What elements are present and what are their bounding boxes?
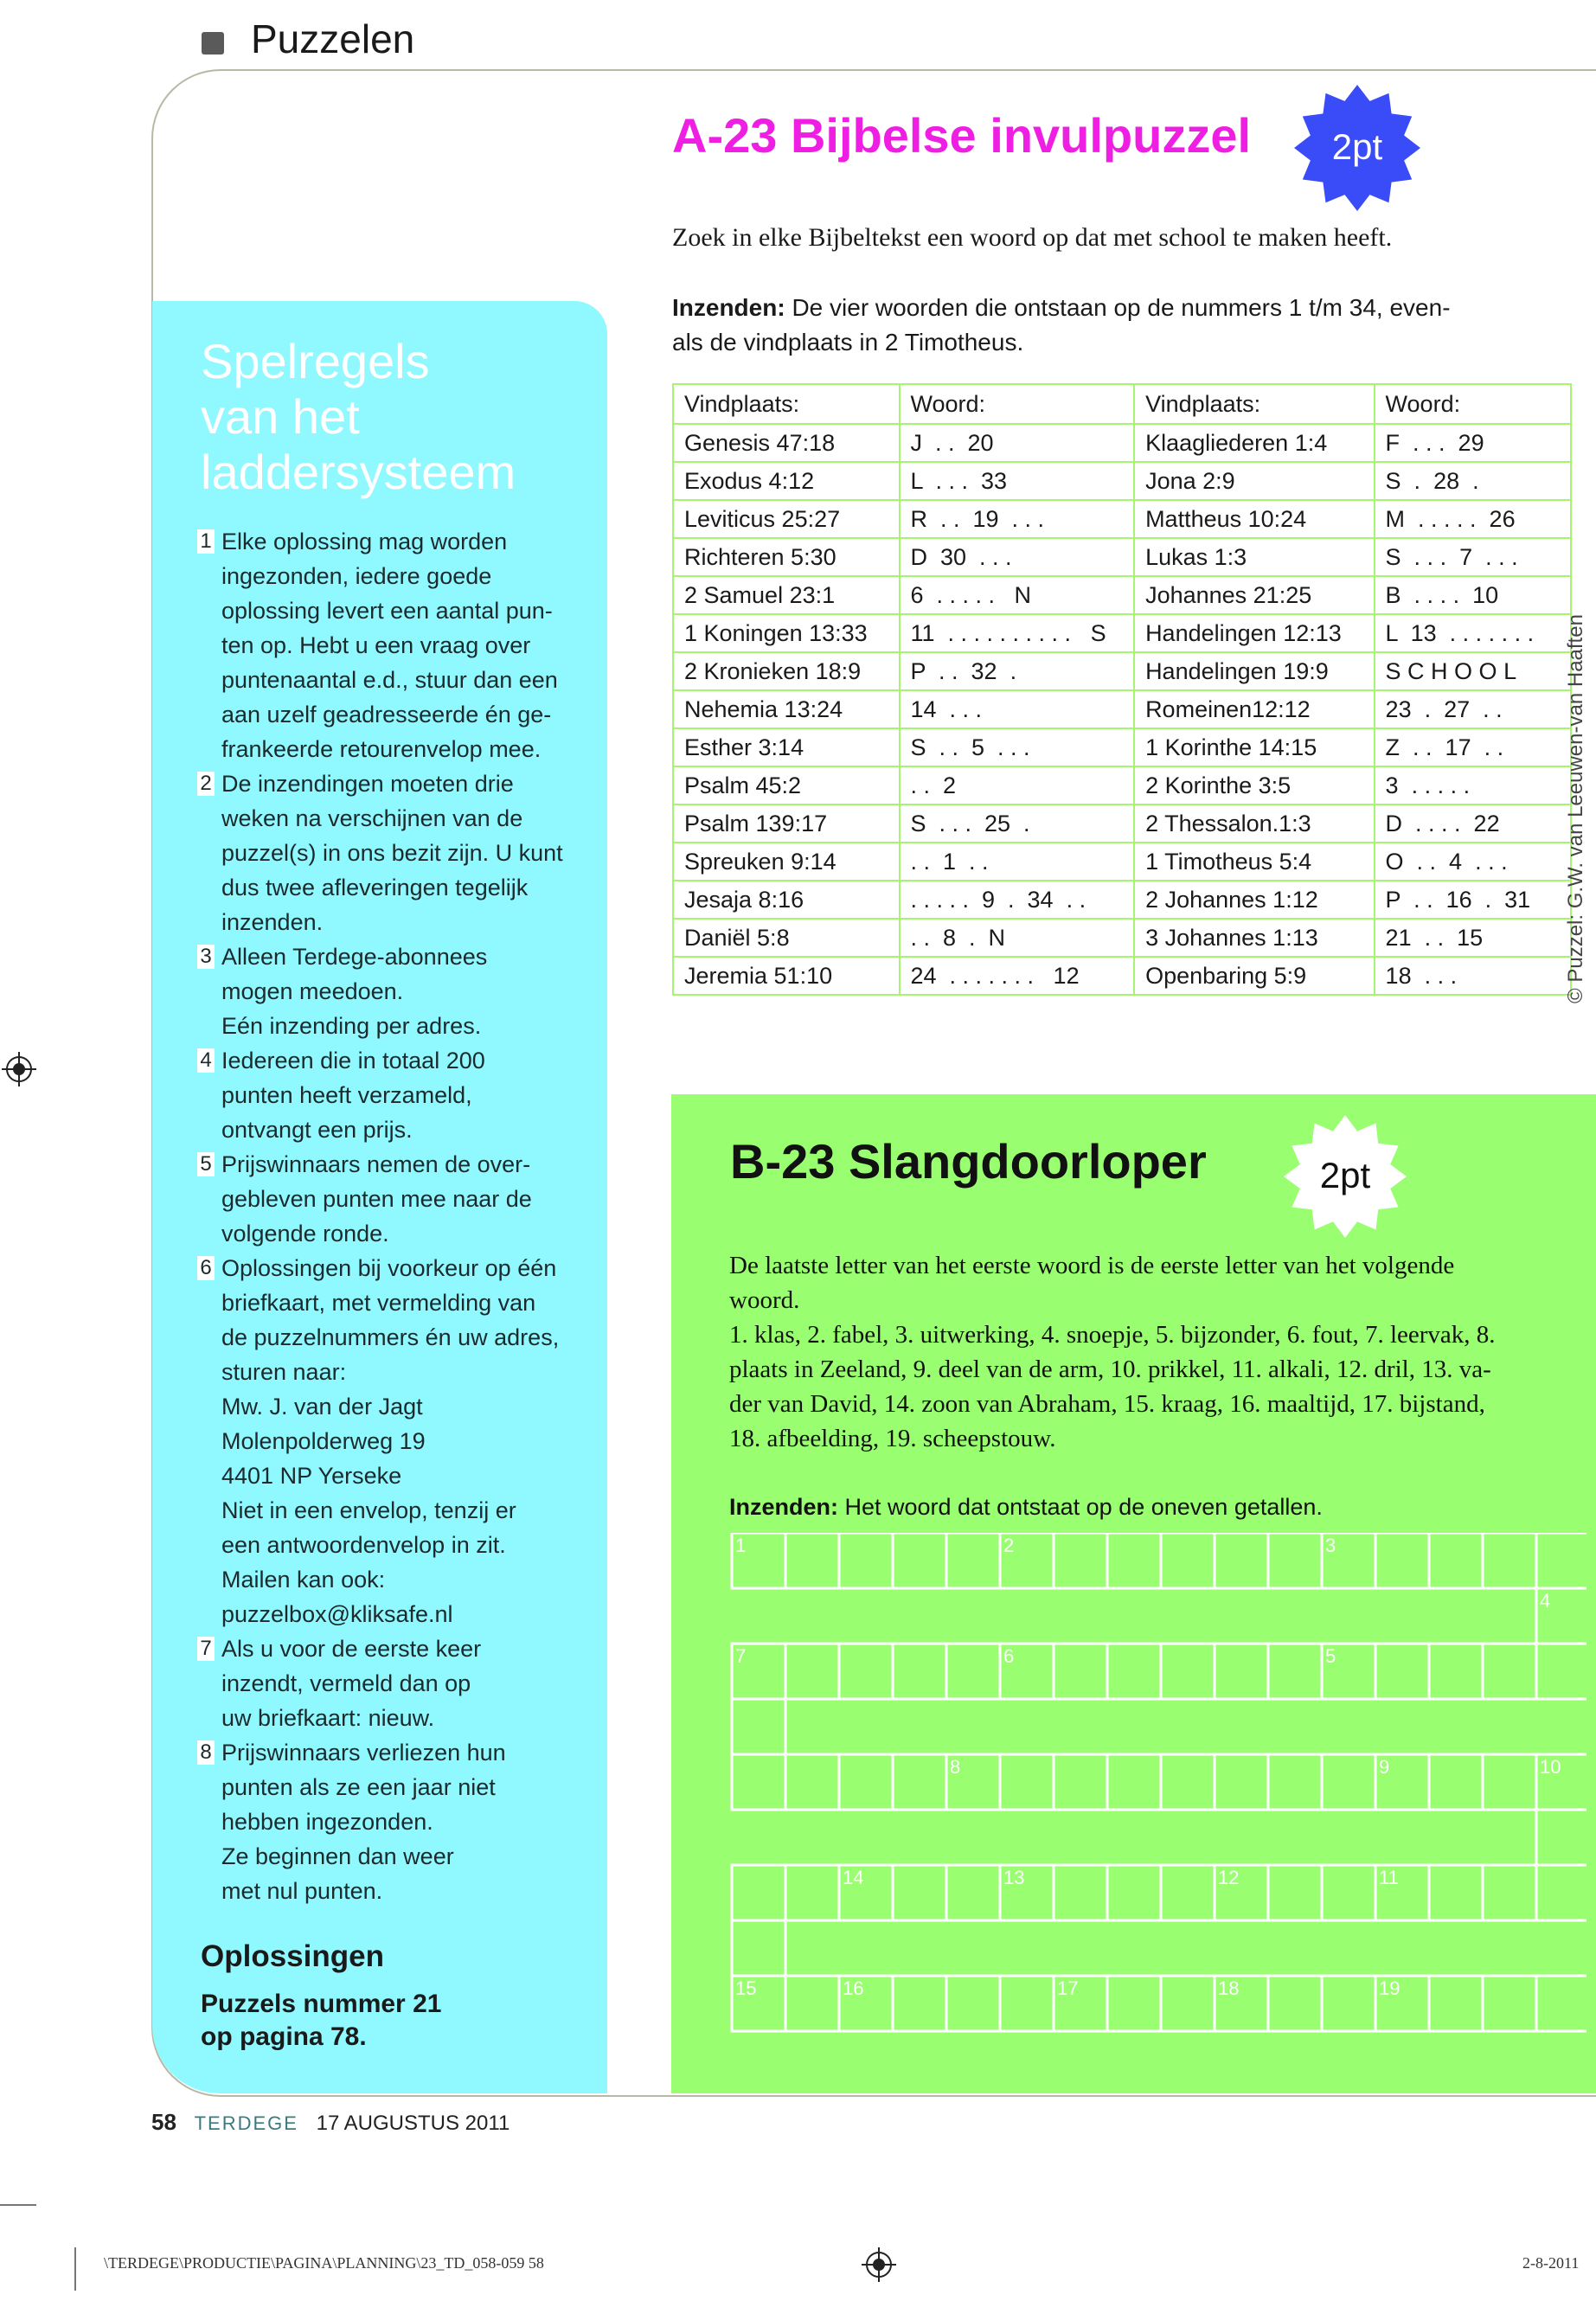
word-pattern-cell: . . 1 . . <box>900 843 1135 881</box>
section-title: Puzzelen <box>251 16 415 61</box>
description-line: plaats in Zeeland, 9. deel van de arm, 10. prikkel, 11. alkali, 12. dril, 13. va- <box>729 1356 1491 1383</box>
verse-reference-cell: Jesaja 8:16 <box>673 881 900 919</box>
description-line: 1. klas, 2. fabel, 3. uitwerking, 4. snoepje, 5. bijzonder, 6. fout, 7. leervak, 8. <box>729 1321 1496 1349</box>
rule-item <box>197 524 586 766</box>
grid-cell[interactable] <box>893 1754 946 1810</box>
grid-cell[interactable] <box>946 1533 1000 1588</box>
grid-cell[interactable] <box>785 1865 839 1920</box>
grid-cell[interactable] <box>1322 1865 1375 1920</box>
word-pattern-cell: L 13 . . . . . . . <box>1375 614 1571 652</box>
verse-reference-cell: Esther 3:14 <box>673 728 900 766</box>
rule-number: 5 <box>197 1152 215 1176</box>
send-text: Het woord dat ontstaat op de oneven getallen. <box>838 1494 1323 1520</box>
send-label: Inzenden: <box>672 294 785 321</box>
description-line: woord. <box>729 1286 800 1314</box>
section-marker <box>202 32 224 54</box>
verse-reference-cell: Richteren 5:30 <box>673 538 900 576</box>
column-header: Woord: <box>900 384 1135 424</box>
verse-reference-cell: Genesis 47:18 <box>673 424 900 462</box>
sidebar-title <box>201 334 581 500</box>
rule-text-line: Prijswinnaars verliezen hun <box>221 1740 506 1766</box>
grid-number: 8 <box>950 1756 961 1778</box>
rule-text-line: Als u voor de eerste keer <box>221 1636 482 1662</box>
grid-cell[interactable] <box>1483 1976 1536 2031</box>
grid-cell[interactable] <box>946 1644 1000 1699</box>
grid-cell[interactable] <box>1107 1754 1161 1810</box>
table-header-row <box>673 384 1571 424</box>
puzzle-b-title: B-23 Slangdoorloper <box>730 1134 1207 1189</box>
column-header: Vindplaats: <box>673 384 900 424</box>
grid-cell[interactable] <box>732 1920 785 1976</box>
grid-cell[interactable] <box>1429 1644 1483 1699</box>
column-header: Vindplaats: <box>1134 384 1374 424</box>
rule-text-line: oplossing levert een aantal pun- <box>221 598 553 624</box>
grid-cell[interactable] <box>1161 1865 1215 1920</box>
verse-reference-cell: Romeinen12:12 <box>1134 690 1374 728</box>
table-row <box>673 766 1571 804</box>
rule-text-line: gebleven punten mee naar de <box>221 1186 532 1212</box>
grid-cell[interactable] <box>1429 1976 1483 2031</box>
grid-number: 16 <box>843 1977 864 1999</box>
word-pattern-cell: J . . 20 <box>900 424 1135 462</box>
table-row <box>673 690 1571 728</box>
description-line: De laatste letter van het eerste woord is de eerste letter van het volgende <box>729 1252 1455 1279</box>
grid-cell[interactable] <box>946 1865 1000 1920</box>
rule-text-line: puntenaantal e.d., stuur dan een <box>221 667 558 693</box>
grid-cell[interactable] <box>732 1754 785 1810</box>
rule-text-line: weken na verschijnen van de <box>221 805 523 831</box>
rule-text-line: briefkaart, met vermelding van <box>221 1290 536 1316</box>
rule-text-line: hebben ingezonden. <box>221 1809 433 1835</box>
solutions-text <box>201 1988 441 2054</box>
verse-reference-cell: Openbaring 5:9 <box>1134 957 1374 995</box>
grid-cell[interactable] <box>1161 1533 1215 1588</box>
rule-item <box>197 1147 586 1251</box>
table-row <box>673 881 1571 919</box>
rule-text-line: ten op. Hebt u een vraag over <box>221 632 531 658</box>
grid-number: 18 <box>1218 1977 1240 1999</box>
solutions-line: op pagina 78. <box>201 2022 367 2051</box>
print-slug-date: 2-8-2011 <box>1522 2254 1580 2272</box>
grid-cell[interactable] <box>1483 1644 1536 1699</box>
rule-text-line: Mw. J. van der Jagt <box>221 1394 423 1420</box>
word-pattern-cell: L . . . 33 <box>900 462 1135 500</box>
rule-text-line: met nul punten. <box>221 1878 383 1904</box>
rule-text-line: puzzel(s) in ons bezit zijn. U kunt <box>221 840 563 866</box>
divider <box>0 2204 36 2206</box>
word-pattern-cell: 23 . 27 . . <box>1375 690 1571 728</box>
grid-number: 7 <box>735 1645 747 1667</box>
verse-reference-cell: 1 Timotheus 5:4 <box>1134 843 1374 881</box>
rule-number: 3 <box>197 945 215 969</box>
word-pattern-cell: F . . . 29 <box>1375 424 1571 462</box>
grid-cell[interactable] <box>839 1644 893 1699</box>
send-text: De vier woorden die ontstaan op de nummers 1 t/m 34, even- <box>785 294 1451 321</box>
grid-cell[interactable] <box>1161 1754 1215 1810</box>
rule-text-line: Prijswinnaars nemen de over- <box>221 1151 531 1177</box>
puzzle-b-send-instructions <box>729 1494 1323 1521</box>
word-pattern-cell: Z . . 17 . . <box>1375 728 1571 766</box>
solutions-line: Puzzels nummer 21 <box>201 1990 442 2018</box>
grid-number: 14 <box>843 1867 864 1888</box>
rule-text-line: Molenpolderweg 19 <box>221 1428 426 1454</box>
verse-reference-cell: Handelingen 12:13 <box>1134 614 1374 652</box>
word-pattern-cell: P . . 32 . <box>900 652 1135 690</box>
rule-text-line: ingezonden, iedere goede <box>221 563 492 589</box>
grid-cell[interactable] <box>1161 1644 1215 1699</box>
grid-cell[interactable] <box>732 1699 785 1754</box>
word-pattern-cell: B . . . . 10 <box>1375 576 1571 614</box>
table-row <box>673 919 1571 957</box>
rule-text-line: puzzelbox@kliksafe.nl <box>221 1601 453 1627</box>
rule-text-line: punten heeft verzameld, <box>221 1082 472 1108</box>
word-pattern-cell: . . 2 <box>900 766 1135 804</box>
grid-cell[interactable] <box>1483 1754 1536 1810</box>
grid-cell[interactable] <box>1536 1976 1586 2031</box>
grid-cell[interactable] <box>1268 1754 1322 1810</box>
grid-number: 6 <box>1003 1645 1015 1667</box>
rule-text-line: Niet in een envelop, tenzij er <box>221 1497 516 1523</box>
magazine-name: TERDEGE <box>194 2112 298 2134</box>
issue-date: 17 AUGUSTUS 2011 <box>316 2112 510 2135</box>
grid-cell[interactable] <box>732 1865 785 1920</box>
word-pattern-cell: D 30 . . . <box>900 538 1135 576</box>
rule-item <box>197 766 586 939</box>
description-line: der van David, 14. zoon van Abraham, 15. kraag, 16. maaltijd, 17. bijstand, <box>729 1390 1485 1418</box>
verse-reference-cell: Psalm 45:2 <box>673 766 900 804</box>
grid-cell[interactable] <box>1107 1644 1161 1699</box>
rule-text-line: Elke oplossing mag worden <box>221 529 508 554</box>
table-row <box>673 424 1571 462</box>
grid-cell[interactable] <box>893 1644 946 1699</box>
puzzle-a-badge-label: 2pt <box>1331 126 1383 167</box>
verse-reference-cell: 3 Johannes 1:13 <box>1134 919 1374 957</box>
puzzle-a-send-instructions <box>672 291 1477 360</box>
word-pattern-cell: 24 . . . . . . . 12 <box>900 957 1135 995</box>
grid-cell[interactable] <box>893 1865 946 1920</box>
grid-cell[interactable] <box>839 1533 893 1588</box>
word-pattern-cell: S C H O O L <box>1375 652 1571 690</box>
word-pattern-cell: S . 28 . <box>1375 462 1571 500</box>
rule-item <box>197 1043 586 1147</box>
puzzle-a-intro: Zoek in elke Bijbeltekst een woord op dat met school te maken heeft. <box>672 223 1393 252</box>
rule-number: 4 <box>197 1048 215 1073</box>
rule-number: 8 <box>197 1740 215 1765</box>
rule-item <box>197 939 586 1043</box>
page-footer <box>151 2109 510 2136</box>
grid-number: 15 <box>735 1977 757 1999</box>
sidebar-title-line: laddersysteem <box>201 445 516 499</box>
grid-cell[interactable] <box>1000 1754 1054 1810</box>
grid-number: 3 <box>1325 1535 1336 1556</box>
verse-reference-cell: Daniël 5:8 <box>673 919 900 957</box>
verse-reference-cell: Jeremia 51:10 <box>673 957 900 995</box>
verse-reference-cell: Lukas 1:3 <box>1134 538 1374 576</box>
grid-number: 1 <box>735 1535 747 1556</box>
bible-verse-table <box>672 383 1572 996</box>
grid-cell[interactable] <box>1054 1865 1107 1920</box>
table-row <box>673 576 1571 614</box>
puzzle-b-description <box>729 1248 1560 1456</box>
word-pattern-cell: 14 . . . <box>900 690 1135 728</box>
grid-cell[interactable] <box>1161 1976 1215 2031</box>
rule-number: 1 <box>197 529 215 554</box>
verse-reference-cell: 2 Johannes 1:12 <box>1134 881 1374 919</box>
sidebar-title-line: van het <box>201 389 360 444</box>
word-pattern-cell: S . . . 7 . . . <box>1375 538 1571 576</box>
rule-item <box>197 1251 586 1631</box>
puzzle-a-send-line: als de vindplaats in 2 Timotheus. <box>672 329 1024 356</box>
rule-text-line: Eén inzending per adres. <box>221 1013 482 1039</box>
table-row <box>673 728 1571 766</box>
grid-cell[interactable] <box>1268 1533 1322 1588</box>
table-row <box>673 462 1571 500</box>
grid-cell[interactable] <box>1000 1976 1054 2031</box>
sidebar-title-line: Spelregels <box>201 334 430 388</box>
rule-text-line: 4401 NP Yerseke <box>221 1463 402 1489</box>
rule-text-line: uw briefkaart: nieuw. <box>221 1705 435 1731</box>
rule-item <box>197 1631 586 1735</box>
grid-cell[interactable] <box>1107 1533 1161 1588</box>
grid-cell[interactable] <box>1054 1754 1107 1810</box>
rule-text-line: de puzzelnummers én uw adres, <box>221 1324 560 1350</box>
word-pattern-cell: D . . . . 22 <box>1375 804 1571 843</box>
grid-cell[interactable] <box>1536 1644 1586 1699</box>
grid-number: 2 <box>1003 1535 1015 1556</box>
rule-text-line: volgende ronde. <box>221 1221 389 1247</box>
grid-number: 17 <box>1057 1977 1079 1999</box>
grid-number: 12 <box>1218 1867 1240 1888</box>
verse-reference-cell: 2 Samuel 23:1 <box>673 576 900 614</box>
verse-reference-cell: Leviticus 25:27 <box>673 500 900 538</box>
table-row <box>673 804 1571 843</box>
word-pattern-cell: . . . . . 9 . 34 . . <box>900 881 1135 919</box>
grid-cell[interactable] <box>1054 1644 1107 1699</box>
rule-text-line: Alleen Terdege-abonnees <box>221 944 488 970</box>
rules-sidebar <box>152 301 607 2093</box>
grid-number: 13 <box>1003 1867 1025 1888</box>
word-pattern-cell: 18 . . . <box>1375 957 1571 995</box>
rule-text-line: inzenden. <box>221 909 324 935</box>
grid-cell[interactable] <box>785 1754 839 1810</box>
table-row <box>673 957 1571 995</box>
verse-reference-cell: Klaagliederen 1:4 <box>1134 424 1374 462</box>
table-row <box>673 652 1571 690</box>
puzzle-b-points-badge <box>1282 1113 1408 1240</box>
send-label: Inzenden: <box>729 1494 838 1520</box>
grid-cell[interactable] <box>785 1533 839 1588</box>
grid-number: 9 <box>1379 1756 1390 1778</box>
rule-text-line: dus twee afleveringen tegelijk <box>221 875 529 901</box>
grid-cell[interactable] <box>785 1976 839 2031</box>
word-pattern-cell: S . . . 25 . <box>900 804 1135 843</box>
rules-list <box>197 524 586 1908</box>
rule-number: 2 <box>197 772 215 796</box>
puzzle-a-send-line <box>672 291 1477 325</box>
grid-cell[interactable] <box>1536 1865 1586 1920</box>
word-pattern-cell: M . . . . . 26 <box>1375 500 1571 538</box>
grid-cell[interactable] <box>839 1754 893 1810</box>
divider <box>74 2247 76 2291</box>
grid-cell[interactable] <box>1536 1810 1586 1865</box>
verse-reference-cell: 2 Korinthe 3:5 <box>1134 766 1374 804</box>
registration-mark-icon <box>2 1052 36 1086</box>
grid-number: 5 <box>1325 1645 1336 1667</box>
verse-reference-cell: Jona 2:9 <box>1134 462 1374 500</box>
verse-reference-cell: Spreuken 9:14 <box>673 843 900 881</box>
grid-cell[interactable] <box>1215 1754 1268 1810</box>
grid-number: 10 <box>1540 1756 1561 1778</box>
word-pattern-cell: O . . 4 . . . <box>1375 843 1571 881</box>
verse-reference-cell: 2 Thessalon.1:3 <box>1134 804 1374 843</box>
grid-cell[interactable] <box>1054 1533 1107 1588</box>
puzzle-a-title: A-23 Bijbelse invulpuzzel <box>672 108 1252 163</box>
verse-reference-cell: Handelingen 19:9 <box>1134 652 1374 690</box>
grid-cell[interactable] <box>1268 1865 1322 1920</box>
column-header: Woord: <box>1375 384 1571 424</box>
table-row <box>673 843 1571 881</box>
rule-text-line: De inzendingen moeten drie <box>221 771 514 797</box>
grid-cell[interactable] <box>1429 1533 1483 1588</box>
rule-number: 6 <box>197 1256 215 1280</box>
word-pattern-cell: S . . 5 . . . <box>900 728 1135 766</box>
word-pattern-cell: 11 . . . . . . . . . . S <box>900 614 1135 652</box>
verse-reference-cell: 1 Koningen 13:33 <box>673 614 900 652</box>
grid-cell[interactable] <box>1268 1644 1322 1699</box>
rule-number: 7 <box>197 1637 215 1661</box>
verse-reference-cell: Johannes 21:25 <box>1134 576 1374 614</box>
description-line: 18. afbeelding, 19. scheepstouw. <box>729 1425 1056 1452</box>
rule-text-line: punten als ze een jaar niet <box>221 1774 496 1800</box>
word-pattern-cell: P . . 16 . 31 <box>1375 881 1571 919</box>
grid-cell[interactable] <box>1429 1865 1483 1920</box>
rule-text-line: sturen naar: <box>221 1359 347 1385</box>
verse-reference-cell: 1 Korinthe 14:15 <box>1134 728 1374 766</box>
grid-cell[interactable] <box>946 1976 1000 2031</box>
table-row <box>673 614 1571 652</box>
rule-text-line: aan uzelf geadresseerde én ge- <box>221 702 552 727</box>
grid-cell[interactable] <box>785 1644 839 1699</box>
word-pattern-cell: R . . 19 . . . <box>900 500 1135 538</box>
word-pattern-cell: . . 8 . N <box>900 919 1135 957</box>
rule-text-line: Mailen kan ook: <box>221 1567 386 1593</box>
grid-cell[interactable] <box>1375 1533 1429 1588</box>
grid-cell[interactable] <box>893 1976 946 2031</box>
snake-grid <box>730 1533 1586 2035</box>
puzzle-b-panel <box>671 1094 1596 2093</box>
rule-text-line: inzendt, vermeld dan op <box>221 1670 471 1696</box>
grid-cell[interactable] <box>1429 1754 1483 1810</box>
rule-text-line: mogen meedoen. <box>221 978 404 1004</box>
grid-cell[interactable] <box>893 1533 946 1588</box>
grid-cell[interactable] <box>1107 1976 1161 2031</box>
rule-item <box>197 1735 586 1908</box>
grid-cell[interactable] <box>1107 1865 1161 1920</box>
grid-cell[interactable] <box>1375 1644 1429 1699</box>
word-pattern-cell: 21 . . 15 <box>1375 919 1571 957</box>
grid-cell[interactable] <box>1215 1644 1268 1699</box>
registration-mark-icon <box>862 2247 896 2282</box>
grid-cell[interactable] <box>1268 1976 1322 2031</box>
rule-text-line: frankeerde retourenvelop mee. <box>221 736 542 762</box>
grid-number: 19 <box>1379 1977 1401 1999</box>
verse-reference-cell: 2 Kronieken 18:9 <box>673 652 900 690</box>
rule-text-line: Oplossingen bij voorkeur op één <box>221 1255 557 1281</box>
verse-reference-cell: Exodus 4:12 <box>673 462 900 500</box>
table-row <box>673 538 1571 576</box>
rule-text-line: Ze beginnen dan weer <box>221 1843 454 1869</box>
verse-reference-cell: Psalm 139:17 <box>673 804 900 843</box>
grid-number: 11 <box>1379 1867 1399 1888</box>
rule-text-line: een antwoordenvelop in zit. <box>221 1532 506 1558</box>
table-row <box>673 500 1571 538</box>
word-pattern-cell: 6 . . . . . N <box>900 576 1135 614</box>
word-pattern-cell: 3 . . . . . <box>1375 766 1571 804</box>
print-slug-path: \TERDEGE\PRODUCTIE\PAGINA\PLANNING\23_TD_058-059 58 <box>104 2254 544 2272</box>
verse-reference-cell: Mattheus 10:24 <box>1134 500 1374 538</box>
puzzle-a-points-badge <box>1292 83 1422 213</box>
grid-cell[interactable] <box>1483 1865 1536 1920</box>
grid-cell[interactable] <box>1215 1533 1268 1588</box>
verse-reference-cell: Nehemia 13:24 <box>673 690 900 728</box>
solutions-title: Oplossingen <box>201 1939 384 1973</box>
rule-text-line: Iedereen die in totaal 200 <box>221 1048 485 1074</box>
grid-number: 4 <box>1540 1590 1551 1612</box>
puzzle-b-badge-label: 2pt <box>1319 1155 1371 1195</box>
rule-text-line: ontvangt een prijs. <box>221 1117 413 1143</box>
grid-cell[interactable] <box>1322 1754 1375 1810</box>
puzzle-credit: © Puzzel: G.W. van Leeuwen-van Haaften <box>1564 614 1587 1003</box>
grid-cell[interactable] <box>1483 1533 1536 1588</box>
grid-cell[interactable] <box>1322 1976 1375 2031</box>
grid-cell[interactable] <box>1536 1533 1586 1588</box>
page-number: 58 <box>151 2109 176 2135</box>
